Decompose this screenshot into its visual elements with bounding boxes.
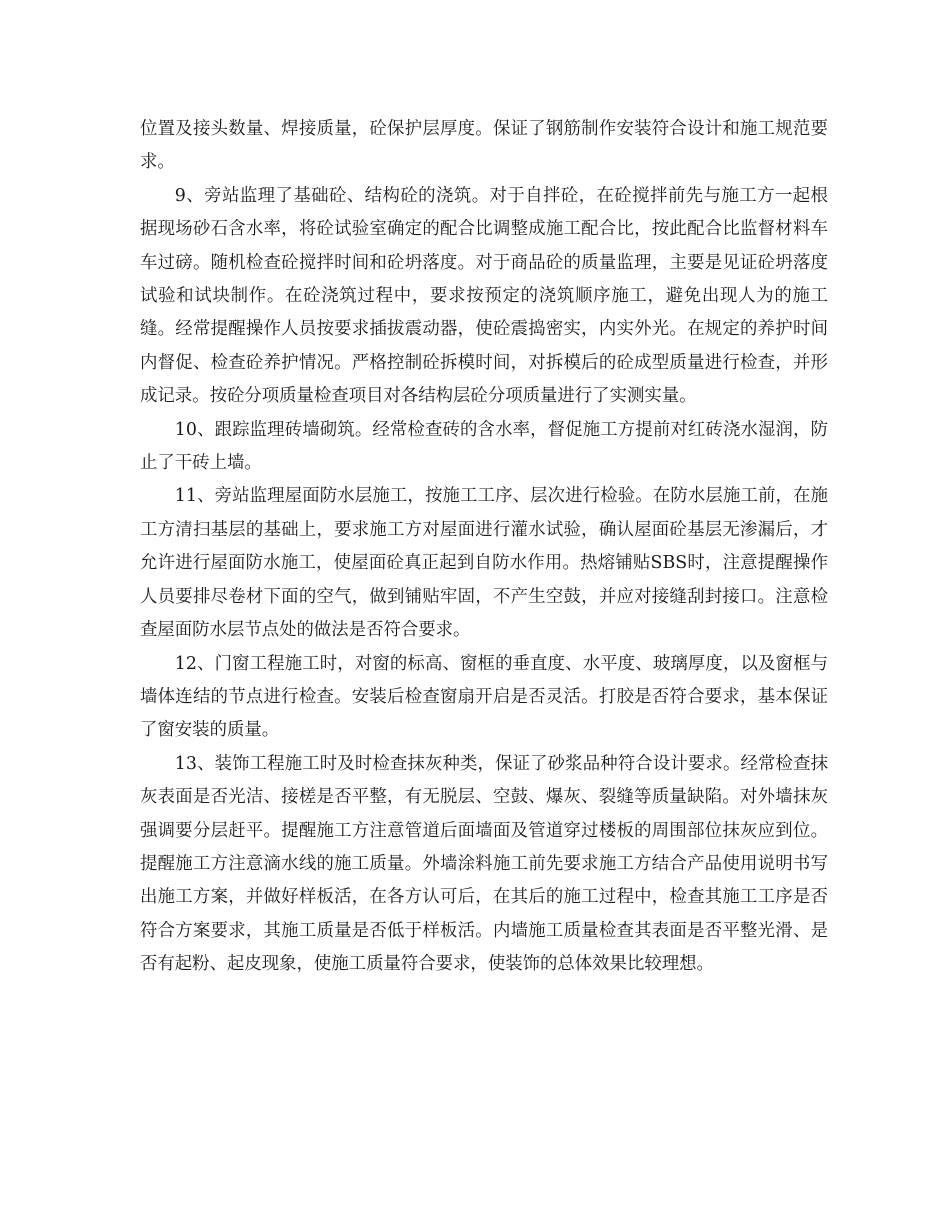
paragraph-item-13: 13、装饰工程施工时及时检查抹灰种类，保证了砂浆品种符合设计要求。经常检查抹灰表面是否光洁、接槎是否平整，有无脱层、空鼓、爆灰、裂缝等质量缺陷。对外墙抹灰强调要分层赶平。提醒施工方注意管道后面墙面及管道穿过楼板的周围部位抹灰应到位。提醒施工方注意滴水线的施工质量。外墙涂料施工前先要求施工方结合产品使用说明书写出施工方案，并做好样板活，在各方认可后，在其后的施工过程中，检查其施工工序是否符合方案要求，其施工质量是否低于样板活。内墙施工质量检查其表面是否平整光滑、是否有起粉、起皮现象，使施工质量符合要求，使装饰的总体效果比较理想。 [140, 753, 828, 975]
paragraph-item-10: 10、跟踪监理砖墙砌筑。经常检查砖的含水率，督促施工方提前对红砖浇水湿润，防止了干砖上墙。 [140, 419, 828, 474]
paragraph-continuation: 位置及接头数量、焊接质量，砼保护层厚度。保证了钢筋制作安装符合设计和施工规范要求。 [140, 119, 828, 173]
paragraph-item-11: 11、旁站监理屋面防水层施工，按施工工序、层次进行检验。在防水层施工前，在施工方清扫基层的基础上，要求施工方对屋面进行灌水试验，确认屋面砼基层无渗漏后，才允许进行屋面防水施工，使屋面砼真正起到自防水作用。热熔铺贴SBS时，注意提醒操作人员要排尽卷材下面的空气，做到铺贴牢固，不产生空鼓，并应对接缝刮封接口。注意检查屋面防水层节点处的做法是否符合要求。 [140, 486, 828, 641]
document-body [140, 113, 828, 982]
paragraph-item-9: 9、旁站监理了基础砼、结构砼的浇筑。对于自拌砼，在砼搅拌前先与施工方一起根据现场砂石含水率，将砼试验室确定的配合比调整成施工配合比，按此配合比监督材料车车过磅。随机检查砼搅拌时间和砼坍落度。对于商品砼的质量监理，主要是见证砼坍落度试验和试块制作。在砼浇筑过程中，要求按预定的浇筑顺序施工，避免出现人为的施工缝。经常提醒操作人员按要求插拔震动器，使砼震捣密实，内实外光。在规定的养护时间内督促、检查砼养护情况。严格控制砼拆模时间，对拆模后的砼成型质量进行检查，并形成记录。按砼分项质量检查项目对各结构层砼分项质量进行了实测实量。 [140, 185, 828, 407]
paragraph-item-12: 12、门窗工程施工时，对窗的标高、窗框的垂直度、水平度、玻璃厚度，以及窗框与墙体连结的节点进行检查。安装后检查窗扇开启是否灵活。打胶是否符合要求，基本保证了窗安装的质量。 [140, 653, 828, 741]
